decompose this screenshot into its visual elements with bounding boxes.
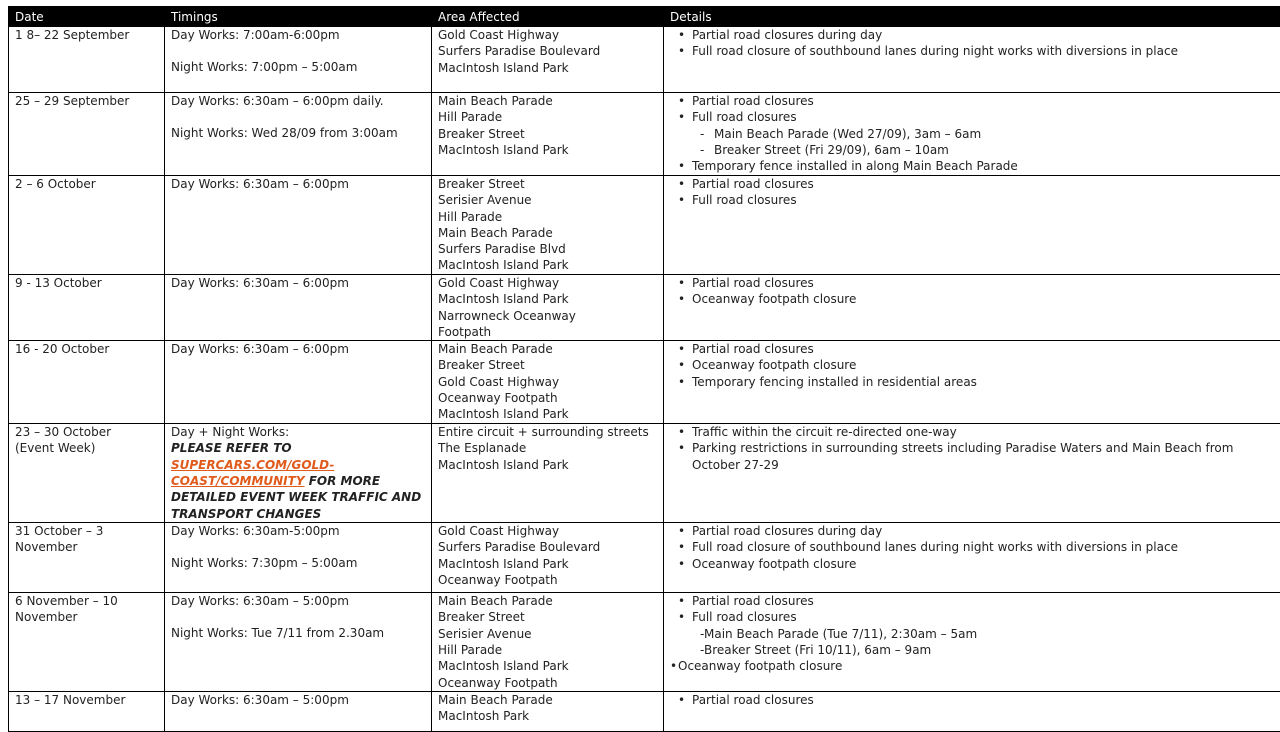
area-cell (432, 176, 664, 275)
area-text: Breaker Street (438, 176, 659, 192)
detail-item: • Partial road closures during day (670, 523, 1276, 539)
area-text: The Esplanade (438, 440, 659, 456)
timing-text: Day Works: 6:30am-5:00pm (171, 523, 427, 539)
detail-item: • Temporary fence installed in along Main Beach Parade (670, 158, 1276, 174)
date-cell (9, 341, 165, 424)
timings-cell (165, 176, 432, 275)
area-text: Gold Coast Highway (438, 374, 659, 390)
detail-subitem: - Main Beach Parade (Tue 7/11), 2:30am – 5am (670, 626, 1276, 642)
area-text: MacIntosh Island Park (438, 257, 659, 273)
detail-item: • Partial road closures (670, 593, 1276, 609)
area-text: MacIntosh Island Park (438, 142, 659, 158)
date-cell (9, 176, 165, 275)
area-text: Serisier Avenue (438, 626, 659, 642)
notice-text: DETAILED EVENT WEEK TRAFFIC AND (171, 489, 427, 505)
header-timings: Timings (165, 7, 432, 27)
date-text: November (15, 539, 160, 555)
details-list (670, 424, 1276, 473)
details-list (670, 27, 1276, 60)
date-text: November (15, 609, 160, 625)
header-details: Details (664, 7, 1280, 27)
timing-text: Night Works: Tue 7/11 from 2.30am (171, 625, 427, 641)
timings-cell (165, 93, 432, 176)
detail-item: • Partial road closures (670, 176, 1276, 192)
area-text: Breaker Street (438, 357, 659, 373)
timing-text: Day Works: 6:30am – 6:00pm (171, 176, 427, 192)
spacer (171, 109, 427, 125)
detail-item: • Full road closures (670, 609, 1276, 625)
area-text: Oceanway Footpath (438, 390, 659, 406)
area-cell (432, 27, 664, 93)
date-text: 9 - 13 October (15, 275, 160, 291)
header-row (9, 7, 1280, 27)
date-text: 16 - 20 October (15, 341, 160, 357)
timings-cell (165, 523, 432, 593)
date-cell (9, 424, 165, 523)
area-cell (432, 523, 664, 593)
date-text: 25 – 29 September (15, 93, 160, 109)
area-cell (432, 341, 664, 424)
timing-text: Night Works: 7:30pm – 5:00am (171, 555, 427, 571)
area-text: Main Beach Parade (438, 692, 659, 708)
area-cell (432, 424, 664, 523)
table-row (9, 593, 1280, 692)
date-cell (9, 593, 165, 692)
area-text: MacIntosh Island Park (438, 658, 659, 674)
date-text: (Event Week) (15, 440, 160, 456)
area-text: MacIntosh Island Park (438, 60, 659, 76)
table-row (9, 93, 1280, 176)
date-text: 6 November – 10 (15, 593, 160, 609)
area-text: MacIntosh Island Park (438, 457, 659, 473)
timing-text: Day Works: 6:30am – 5:00pm (171, 692, 427, 708)
area-text: MacIntosh Island Park (438, 406, 659, 422)
date-text: 31 October – 3 (15, 523, 160, 539)
area-text: Surfers Paradise Boulevard (438, 539, 659, 555)
details-list (670, 523, 1276, 572)
date-cell (9, 692, 165, 732)
area-text: Oceanway Footpath (438, 572, 659, 588)
timings-cell (165, 341, 432, 424)
details-cell (664, 275, 1280, 341)
details-cell (664, 93, 1280, 176)
detail-item: • Full road closure of southbound lanes during night works with diversions in place (670, 43, 1276, 59)
area-text: Breaker Street (438, 126, 659, 142)
area-cell (432, 692, 664, 732)
area-text: Surfers Paradise Blvd (438, 241, 659, 257)
detail-item: • Oceanway footpath closure (670, 291, 1276, 307)
timings-cell (165, 424, 432, 523)
details-cell (664, 27, 1280, 93)
notice-text: TRANSPORT CHANGES (171, 506, 427, 522)
timing-text: Day Works: 6:30am – 6:00pm (171, 341, 427, 357)
table-row (9, 27, 1280, 93)
area-text: Main Beach Parade (438, 593, 659, 609)
detail-subitem: - Breaker Street (Fri 29/09), 6am – 10am (670, 142, 1276, 158)
table-row (9, 523, 1280, 593)
header-date: Date (9, 7, 165, 27)
details-list (670, 593, 1276, 674)
area-text: MacIntosh Island Park (438, 556, 659, 572)
date-text: 13 – 17 November (15, 692, 160, 708)
spacer (171, 539, 427, 555)
area-text: Main Beach Parade (438, 341, 659, 357)
detail-item: • Partial road closures (670, 275, 1276, 291)
date-text: 23 – 30 October (15, 424, 160, 440)
schedule-table (8, 6, 1280, 732)
area-text: Serisier Avenue (438, 192, 659, 208)
details-list (670, 93, 1276, 174)
timings-cell (165, 692, 432, 732)
timing-text: Day Works: 6:30am – 5:00pm (171, 593, 427, 609)
details-cell (664, 593, 1280, 692)
detail-item: • Temporary fencing installed in residential areas (670, 374, 1276, 390)
detail-item: • Full road closure of southbound lanes during night works with diversions in place (670, 539, 1276, 555)
timing-text: Day + Night Works: (171, 424, 427, 440)
date-text: 2 – 6 October (15, 176, 160, 192)
timing-text: Day Works: 6:30am – 6:00pm (171, 275, 427, 291)
timing-text: Day Works: 7:00am-6:00pm (171, 27, 427, 43)
spacer (171, 609, 427, 625)
area-text: Narrowneck Oceanway (438, 308, 659, 324)
notice-line (171, 473, 427, 489)
detail-item: • Partial road closures (670, 93, 1276, 109)
timing-text: Night Works: Wed 28/09 from 3:00am (171, 125, 427, 141)
area-text: MacIntosh Park (438, 708, 659, 724)
details-cell (664, 523, 1280, 593)
detail-item: • Oceanway footpath closure (670, 556, 1276, 572)
timing-text: Night Works: 7:00pm – 5:00am (171, 59, 427, 75)
area-text: MacIntosh Island Park (438, 291, 659, 307)
table-row (9, 176, 1280, 275)
detail-item: • Oceanway footpath closure (670, 658, 1276, 674)
date-text: 1 8– 22 September (15, 27, 160, 43)
notice-text: FOR MORE (305, 474, 381, 488)
detail-subitem: - Main Beach Parade (Wed 27/09), 3am – 6am (670, 126, 1276, 142)
area-text: Gold Coast Highway (438, 523, 659, 539)
notice-text: PLEASE REFER TO (171, 440, 427, 456)
details-cell (664, 424, 1280, 523)
details-list (670, 692, 1276, 708)
detail-subitem: - Breaker Street (Fri 10/11), 6am – 9am (670, 642, 1276, 658)
area-text: Main Beach Parade (438, 225, 659, 241)
detail-item: • Oceanway footpath closure (670, 357, 1276, 373)
details-list (670, 176, 1276, 209)
area-cell (432, 93, 664, 176)
table-row (9, 275, 1280, 341)
area-text: Hill Parade (438, 109, 659, 125)
date-cell (9, 523, 165, 593)
details-cell (664, 692, 1280, 732)
area-text: Hill Parade (438, 209, 659, 225)
area-cell (432, 593, 664, 692)
timings-cell (165, 275, 432, 341)
timings-cell (165, 593, 432, 692)
detail-item: • Full road closures (670, 109, 1276, 125)
area-text: Gold Coast Highway (438, 275, 659, 291)
area-text: Footpath (438, 324, 659, 340)
detail-item: • Traffic within the circuit re-directed one-way (670, 424, 1276, 440)
detail-item: • Parking restrictions in surrounding streets including Paradise Waters and Main Beach from October 27-29 (670, 440, 1276, 473)
area-text: Surfers Paradise Boulevard (438, 43, 659, 59)
detail-item: • Full road closures (670, 192, 1276, 208)
area-cell (432, 275, 664, 341)
area-text: Breaker Street (438, 609, 659, 625)
details-list (670, 341, 1276, 390)
table-row (9, 424, 1280, 523)
table-row (9, 692, 1280, 732)
area-text: Oceanway Footpath (438, 675, 659, 691)
area-text: Hill Parade (438, 642, 659, 658)
timings-cell (165, 27, 432, 93)
detail-item: • Partial road closures (670, 692, 1276, 708)
header-area: Area Affected (432, 7, 664, 27)
area-text: Main Beach Parade (438, 93, 659, 109)
area-text: Gold Coast Highway (438, 27, 659, 43)
date-cell (9, 27, 165, 93)
supercars-link[interactable]: COAST/COMMUNITY (171, 474, 305, 488)
date-cell (9, 275, 165, 341)
details-cell (664, 176, 1280, 275)
date-cell (9, 93, 165, 176)
timing-text: Day Works: 6:30am – 6:00pm daily. (171, 93, 427, 109)
details-cell (664, 341, 1280, 424)
supercars-link[interactable]: SUPERCARS.COM/GOLD- (171, 457, 427, 473)
details-list (670, 275, 1276, 308)
spacer (171, 43, 427, 59)
table-row (9, 341, 1280, 424)
detail-item: • Partial road closures (670, 341, 1276, 357)
detail-item: • Partial road closures during day (670, 27, 1276, 43)
area-text: Entire circuit + surrounding streets (438, 424, 659, 440)
table-body (9, 27, 1280, 732)
